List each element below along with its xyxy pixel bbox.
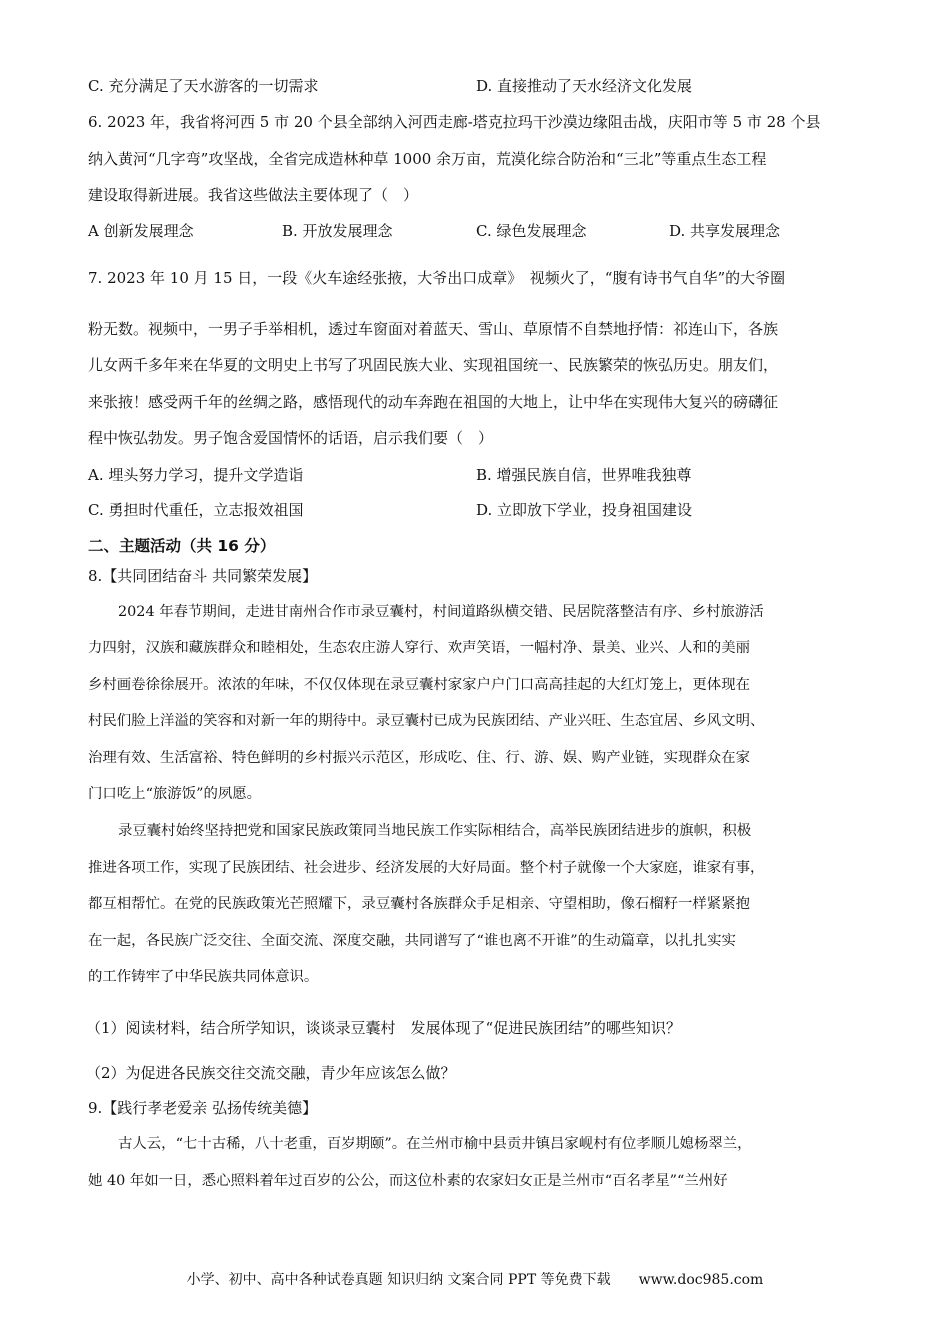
q8-para1-line-3: 乡村画卷徐徐展开。浓浓的年味，不仅仅体现在录豆囊村家家户户门口高高挂起的大红灯笼上，更体现在 bbox=[88, 677, 750, 693]
q6-option-d: D. 共享发展理念 bbox=[669, 222, 781, 240]
q7-option-d: D. 立即放下学业，投身祖国建设 bbox=[476, 501, 693, 519]
q5-option-c: C. 充分满足了天水游客的一切需求 bbox=[88, 77, 319, 95]
q7-option-a: A. 埋头努力学习，提升文学造诣 bbox=[88, 466, 304, 484]
q8-para2-line-5: 的工作铸牢了中华民族共同体意识。 bbox=[88, 969, 319, 985]
q8-para2-line-3: 都互相帮忙。在党的民族政策光芒照耀下，录豆囊村各族群众手足相亲、守望相助，像石榴籽一样紧紧抱 bbox=[88, 896, 750, 912]
q8-subquestion-2: （2）为促进各民族交往交流交融，青少年应该怎么做？ bbox=[86, 1064, 456, 1082]
q6-stem-line-2: 纳入黄河“几字弯”攻坚战，全省完成造林种草 1000 余万亩，荒漠化综合防治和“三北”等重点生态工程 bbox=[88, 150, 767, 168]
q6-stem-line-1: 6. 2023 年，我省将河西 5 市 20 个县全部纳入河西走廊-塔克拉玛干沙漠边缘阻击战，庆阳市等 5 市 28 个县 bbox=[88, 113, 821, 131]
q7-stem-line-5: 程中恢弘勃发。男子饱含爱国情怀的话语，启示我们要（ ） bbox=[88, 429, 494, 447]
q8-para2-line-1: 录豆囊村始终坚持把党和国家民族政策同当地民族工作实际相结合，高举民族团结进步的旗帜，积极 bbox=[118, 823, 752, 839]
q6-option-a: A 创新发展理念 bbox=[88, 222, 194, 240]
q8-para2-line-2: 推进各项工作，实现了民族团结、社会进步、经济发展的大好局面。整个村子就像一个大家庭，谁家有事， bbox=[88, 860, 765, 876]
q8-para1-line-6: 门口吃上“旅游饭”的夙愿。 bbox=[88, 786, 262, 802]
q6-option-b: B. 开放发展理念 bbox=[282, 222, 393, 240]
page-footer: 小学、初中、高中各种试卷真题 知识归纳 文案合同 PPT 等免费下载 www.doc985.com bbox=[186, 1272, 764, 1288]
q8-title: 8.【共同团结奋斗 共同繁荣发展】 bbox=[88, 567, 318, 585]
q8-para1-line-5: 治理有效、生活富裕、特色鲜明的乡村振兴示范区，形成吃、住、行、游、娱、购产业链，实现群众在家 bbox=[88, 750, 750, 766]
q7-stem-line-1: 7. 2023 年 10 月 15 日，一段《火车途经张掖，大爷出口成章》 视频火了，“腹有诗书气自华”的大爷圈 bbox=[88, 269, 786, 287]
q7-option-b: B. 增强民族自信，世界唯我独尊 bbox=[476, 466, 692, 484]
q7-stem-line-3: 儿女两千多年来在华夏的文明史上书写了巩固民族大业、实现祖国统一、民族繁荣的恢弘历史。朋友们， bbox=[88, 356, 779, 374]
q9-title: 9.【践行孝老爱亲 弘扬传统美德】 bbox=[88, 1099, 318, 1117]
q8-para1-line-4: 村民们脸上洋溢的笑容和对新一年的期待中。录豆囊村已成为民族团结、产业兴旺、生态宜居、乡风文明、 bbox=[88, 713, 765, 729]
q7-stem-line-4: 来张掖！感受两千年的丝绸之路，感悟现代的动车奔跑在祖国的大地上，让中华在实现伟大复兴的磅礴征 bbox=[88, 393, 779, 411]
q7-stem-line-2: 粉无数。视频中，一男子手举相机，透过车窗面对着蓝天、雪山、草原情不自禁地抒情：祁连山下，各族 bbox=[88, 320, 779, 338]
section-heading: 二、主题活动（共 16 分） bbox=[88, 537, 276, 555]
q6-option-c: C. 绿色发展理念 bbox=[476, 222, 587, 240]
q7-option-c: C. 勇担时代重任，立志报效祖国 bbox=[88, 501, 304, 519]
q8-subquestion-1: （1）阅读材料，结合所学知识，谈谈录豆囊村 发展体现了“促进民族团结”的哪些知识？ bbox=[86, 1019, 681, 1037]
q8-para1-line-1: 2024 年春节期间，走进甘南州合作市录豆囊村，村间道路纵横交错、民居院落整洁有序、乡村旅游活 bbox=[118, 604, 764, 620]
q8-para2-line-4: 在一起，各民族广泛交往、全面交流、深度交融，共同谱写了“谁也离不开谁”的生动篇章，以扎扎实实 bbox=[88, 933, 736, 949]
q5-option-d: D. 直接推动了天水经济文化发展 bbox=[476, 77, 693, 95]
q9-para1-line-1: 古人云，“七十古稀，八十老重，百岁期颐”。在兰州市榆中县贡井镇吕家岘村有位孝顺儿媳杨翠兰， bbox=[118, 1136, 752, 1152]
q9-para1-line-2: 她 40 年如一日，悉心照料着年过百岁的公公，而这位朴素的农家妇女正是兰州市“百名孝星”“兰州好 bbox=[88, 1173, 728, 1189]
q8-para1-line-2: 力四射，汉族和藏族群众和睦相处，生态农庄游人穿行、欢声笑语，一幅村净、景美、业兴、人和的美丽 bbox=[88, 640, 750, 656]
q6-stem-line-3: 建设取得新进展。我省这些做法主要体现了（ ） bbox=[88, 186, 419, 204]
